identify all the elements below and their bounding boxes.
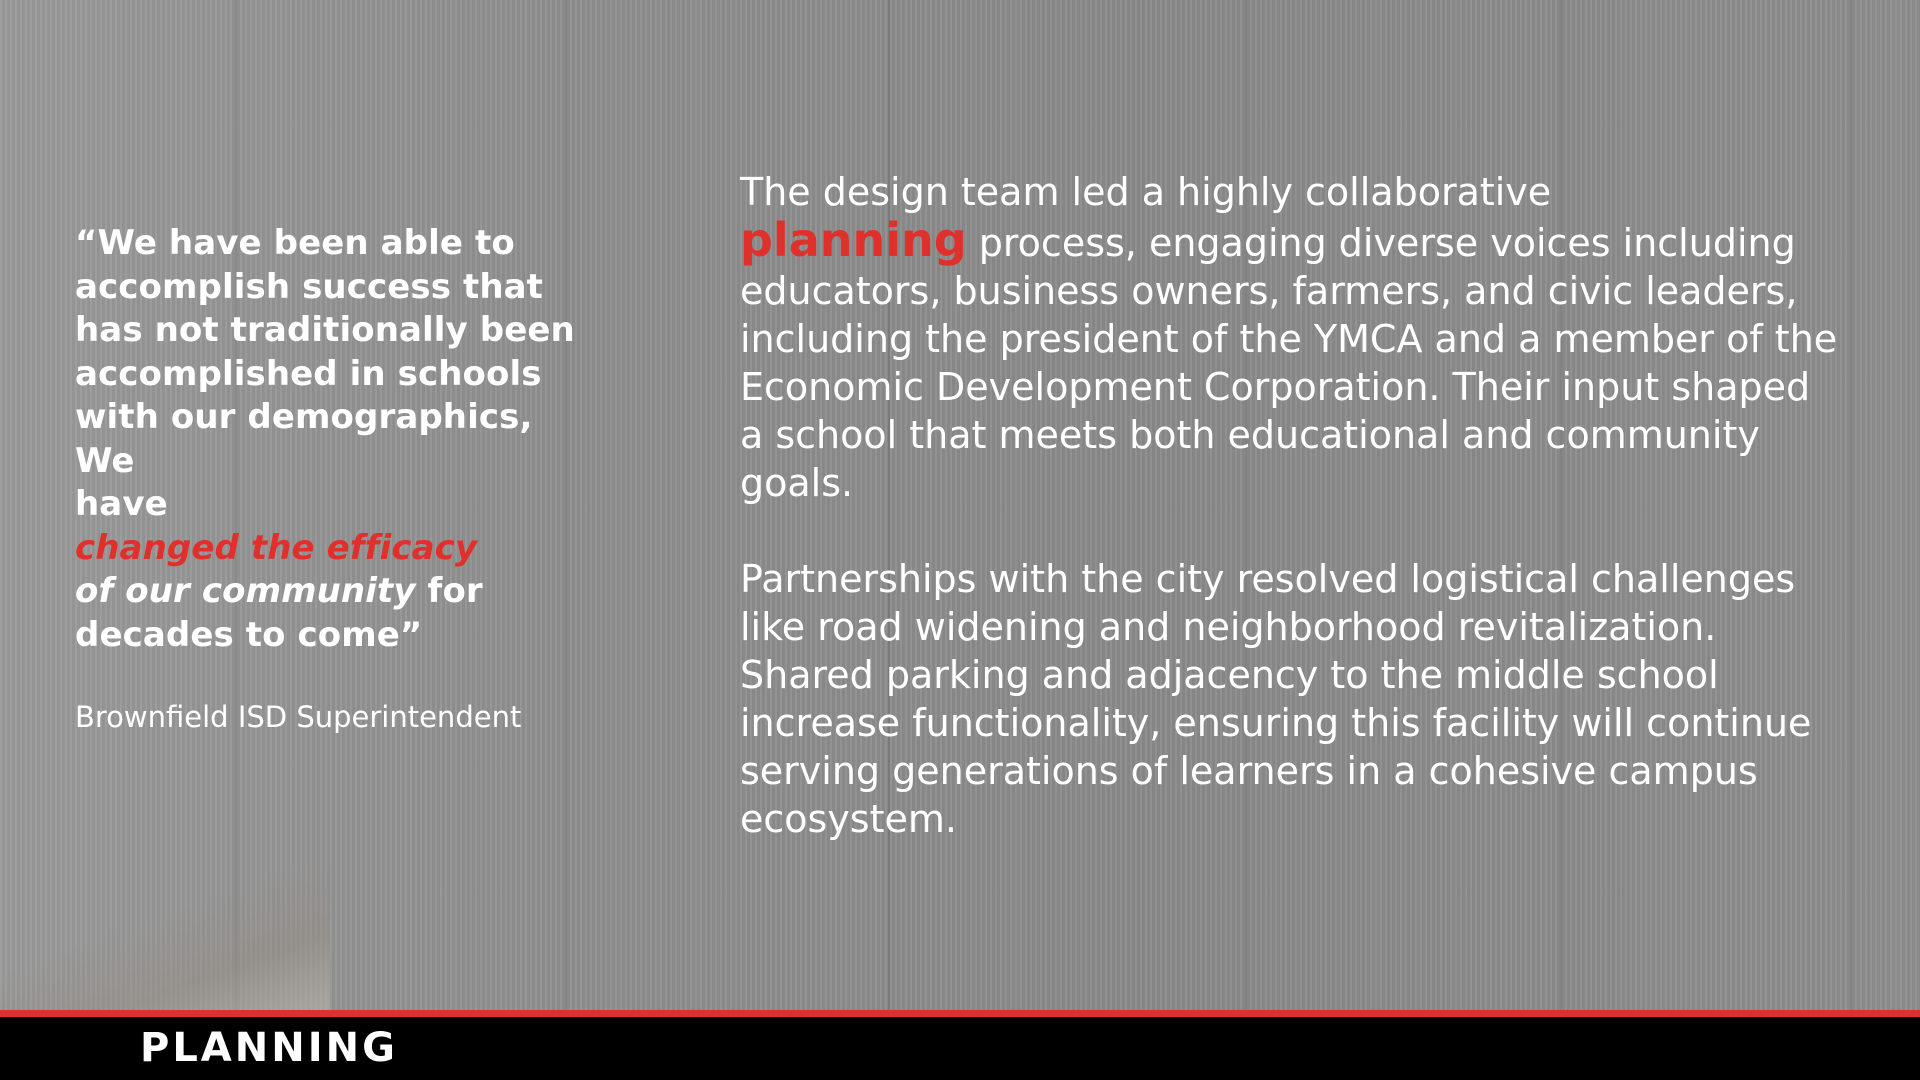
footer-title: PLANNING [140,1025,398,1071]
quote-line: “We have been able to [75,223,515,263]
quote-line: for [415,571,483,611]
quote-text [75,222,575,657]
body-text-rest: process, engaging diverse voices including educators, business owners, farmers, and civic leaders, including the president of the YMCA and a member of the Economic Development Corporation. Their input shaped a school that meets both educational and community goals. [740,221,1838,505]
quote-line: have [75,484,168,524]
quote-highlight: changed the efficacy [75,527,478,568]
quote-line: decades to come” [75,614,423,655]
wall-seam [1850,0,1852,1015]
body-line: The design team led a highly collaborative [740,170,1552,214]
quote-line: accomplished in schools [75,353,542,394]
body-paragraph-2: Partnerships with the city resolved logistical challenges like road widening and neighborhood revitalization. Shared parking and adjacency to the middle school increase functionality, ensuring this facility will continue serving generations of learners in a cohesive campus ecosystem. [740,557,1812,841]
background-ground [0,865,330,1015]
quote-line: with our demographics, We [75,397,533,481]
planning-highlight: planning [740,213,967,267]
footer-accent-line [0,1010,1920,1017]
quote-line: has not traditionally been [75,310,575,350]
quote-attribution: Brownfield ISD Superintendent [75,700,522,734]
body-paragraph-1 [740,168,1840,507]
quote-line: accomplish success that [75,266,544,307]
quote-block [75,222,575,735]
footer-bar [0,1017,1920,1080]
quote-italic: of our community [75,571,416,611]
body-text [740,168,1840,843]
